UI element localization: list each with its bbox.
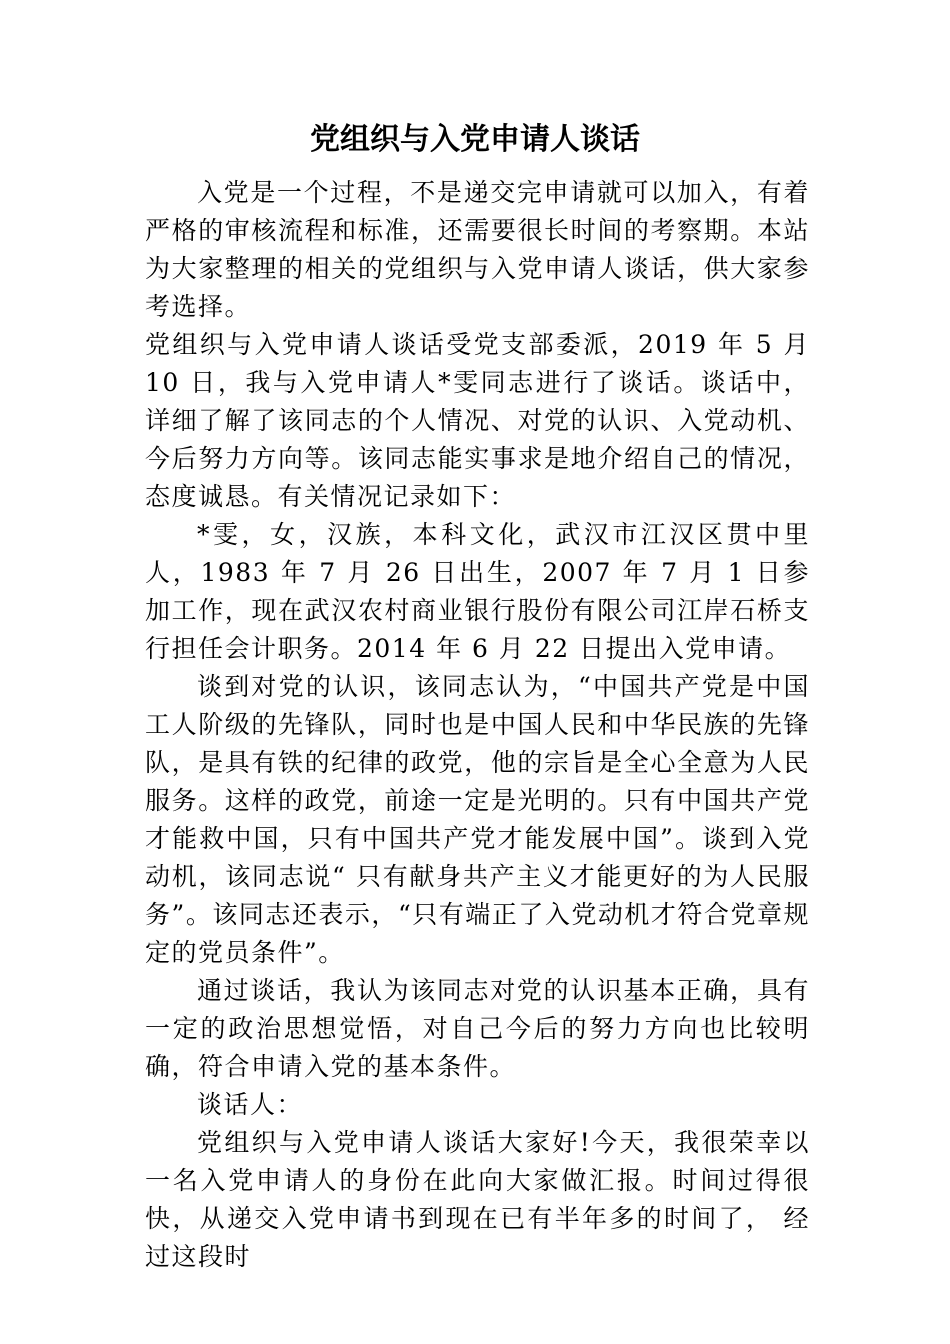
paragraph-report-start: 党组织与入党申请人谈话大家好!今天，我很荣幸以一名入党申请人的身份在此向大家做汇报。时间过得很快，从递交入党申请书到现在已有半年多的时间了， 经过这段时 xyxy=(145,1128,810,1271)
paragraph-personal-info: *雯，女，汉族，本科文化，武汉市江汉区贯中里人，1983 年 7 月 26 日出生，2007 年 7 月 1 日参加工作，现在武汉农村商业银行股份有限公司江岸石桥支行担任会计职务。2014 年 6 月 22 日提出入党申请。 xyxy=(145,520,810,663)
paragraph-party-understanding: 谈到对党的认识，该同志认为，“中国共产党是中国工人阶级的先锋队，同时也是中国人民和中华民族的先锋队，是具有铁的纪律的政党，他的宗旨是全心全意为人民服务。这样的政党，前途一定是光明的。只有中国共产党才能救中国，只有中国共产党才能发展中国”。谈到入党动机，该同志说“ 只有献身共产主义才能更好的为人民服务”。该同志还表示，“只有端正了入党动机才符合党章规定的党员条件”。 xyxy=(145,672,810,967)
paragraph-interviewer: 谈话人： xyxy=(197,1090,304,1119)
paragraph-conclusion: 通过谈话，我认为该同志对党的认识基本正确，具有一定的政治思想觉悟，对自己今后的努力方向也比较明确，符合申请入党的基本条件。 xyxy=(145,976,810,1081)
document-title: 党组织与入党申请人谈话 xyxy=(310,122,640,157)
paragraph-intro: 入党是一个过程，不是递交完申请就可以加入，有着严格的审核流程和标准，还需要很长时间的考察期。本站为大家整理的相关的党组织与入党申请人谈话，供大家参考选择。 xyxy=(145,178,810,321)
document-body xyxy=(145,174,810,1276)
paragraph-interview-overview: 党组织与入党申请人谈话受党支部委派，2019 年 5 月 10 日，我与入党申请人*雯同志进行了谈话。谈话中，详细了解了该同志的个人情况、对党的认识、入党动机、今后努力方向等。该同志能实事求是地介绍自己的情况，态度诚恳。有关情况记录如下： xyxy=(145,330,810,511)
